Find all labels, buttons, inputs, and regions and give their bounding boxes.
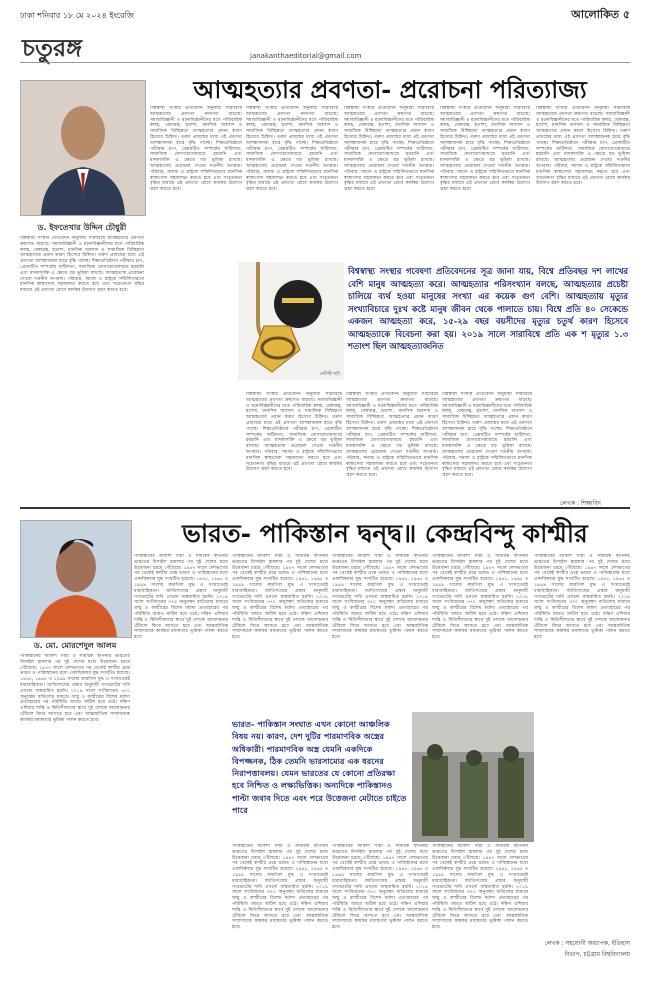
- page-number: আলোকিত ৫: [571, 8, 630, 21]
- paper-name: আলোকিত: [571, 8, 620, 21]
- editorial-email: janakanthaeditorial@gmail.com: [250, 52, 362, 60]
- author-portrait-icon: [21, 521, 131, 637]
- article2-body-col5: পাকিস্তানের আকাশ সীমা ও সামরিক স্থাপনায় ভারতের মিসাইল হামলার পর দুই দেশের মধ্যে উত্তেজনা চরমে পৌঁছেছে। ১৯৪৭ সালে দেশভাগের পর থেকেই কাশ্মীর প্রশ্নে ভারত ও পাকিস্তানের মধ্যে একাধিকবার যুদ্ধ সংঘটিত হয়েছে। ১৯৪৮, ১৯৬৫ ও ১৯৯৯ সালের কারগিল যুদ্ধ এ সংঘাতেরই ধারাবাহিকতা। জাতিসংঘের প্রস্তাব অনুযায়ী গণভোটের দাবি এখনো বাস্তবায়িত হয়নি। ২০১৯ সালে সংবিধানের ৩৭০ অনুচ্ছেদ বাতিলের মাধ্যমে জম্মু ও কাশ্মীরের বিশেষ মর্যাদা প্রত্যাহারের পর পরিস্থিতি আরও জটিল হয়ে ওঠে। দক্ষিণ এশিয়ার শান্তি ও স্থিতিশীলতার স্বার্থে দুই দেশকে আলোচনার টেবিলে ফিরে আসতে হবে এবং আন্তর্জাতিক সম্প্রদায়কে কার্যকর মধ্যস্থতার ভূমিকা পালন করতে হবে।: [432, 554, 528, 641]
- article2-photo: [412, 712, 534, 842]
- article1-pull-quote: বিশ্বস্বাস্থ্য সংস্থার গবেষণা প্রতিবেদনের সূত্র জানা যায়, বিশ্বে প্রতিবছর দশ লাখের বেশি মানুষ আত্মহত্যা করে। আত্মহত্যার পরিসংখ্যান বলছে, আত্মহত্যার প্রচেষ্টা চালিয়ে ব্যর্থ হওয়া মানুষের সংখ্যা এর কয়েক গুণ বেশি। আত্মহত্যায় মৃত্যুর সংখ্যাবিচারে দুঃখ কষ্টে মানুষ জীবন থেকে পালাতে চায়। বিশ্বে প্রতি ৪০ সেকেন্ডে একজন আত্মহত্যা করে, ১৫-২৯ বছর বয়সীদের মৃত্যুর চতুর্থ কারণ হিসেবে আত্মহত্যাকে বিবেচনা করা হয়। ২০১৯ সালে সারাবিশ্বে প্রতি এক শ মৃত্যুর ১.৩ শতাংশ ছিল আত্মহত্যাজনিত: [348, 266, 628, 351]
- article2-pull-quote: ভারত- পাকিস্তান সংঘাত এখন কোনো আঞ্চলিক বিষয় নয়। কারণ, দেশ দুটির পারমাণবিক অস্ত্রের অধিকারী। পারমাণবিক অস্ত্র যেমনি একদিকে বিপজ্জনক, ঠিক তেমনি ভারসাম্যের এক ধরনের নিরাপত্তাবলয়। যেমন ভারতের যে কোনো প্রতিরক্ষা হবে নিশ্চিত ও লক্ষ্যভিত্তিক। অন্যদিকে পাকিস্তানও পাল্টা জবাব দিতে এবং পরে উত্তেজনা মেটাতে চাইতে পারে: [232, 719, 407, 816]
- article-separator: [20, 507, 630, 509]
- article1-body-col4: বিশ্বস্বাস্থ্য সংস্থার প্রতিবেদন অনুযায়ী সারাবিশ্বে আত্মহত্যার প্রবণতা ক্রমাগত বাড়ছে। সমাজবিজ্ঞানী ও মনোবিজ্ঞানীদের মতে পারিবারিক কলহ, বেকারত্ব, হতাশা, মানসিক অবসাদ ও সামাজিক বিচ্ছিন্নতা আত্মহত্যার প্রধান কারণ হিসেবে চিহ্নিত। তরুণ প্রজন্মের মধ্যে এই প্রবণতা আশঙ্কাজনক হারে বৃদ্ধি পাচ্ছে। শিক্ষাপ্রতিষ্ঠানে পরীক্ষার চাপ, প্রেমঘটিত সম্পর্কের জটিলতা, সামাজিক যোগাযোগমাধ্যমে হয়রানি এবং মাদকাসক্তি এ ক্ষেত্রে বড় ভূমিকা রাখছে। আত্মহত্যায় প্ররোচনা দেওয়া দণ্ডনীয় অপরাধ। পরিবার, সমাজ ও রাষ্ট্রকে সম্মিলিতভাবে মানসিক স্বাস্থ্যসেবা সহজলভ্য করতে হবে এবং সচেতনতা বৃদ্ধির মাধ্যমে এই প্রবণতা রোধে কার্যকর উদ্যোগ গ্রহণ করতে হবে।: [344, 106, 434, 193]
- author-portrait-icon: [21, 81, 145, 215]
- article2-body-col3: পাকিস্তানের আকাশ সীমা ও সামরিক স্থাপনায় ভারতের মিসাইল হামলার পর দুই দেশের মধ্যে উত্তেজনা চরমে পৌঁছেছে। ১৯৪৭ সালে দেশভাগের পর থেকেই কাশ্মীর প্রশ্নে ভারত ও পাকিস্তানের মধ্যে একাধিকবার যুদ্ধ সংঘটিত হয়েছে। ১৯৪৮, ১৯৬৫ ও ১৯৯৯ সালের কারগিল যুদ্ধ এ সংঘাতেরই ধারাবাহিকতা। জাতিসংঘের প্রস্তাব অনুযায়ী গণভোটের দাবি এখনো বাস্তবায়িত হয়নি। ২০১৯ সালে সংবিধানের ৩৭০ অনুচ্ছেদ বাতিলের মাধ্যমে জম্মু ও কাশ্মীরের বিশেষ মর্যাদা প্রত্যাহারের পর পরিস্থিতি আরও জটিল হয়ে ওঠে। দক্ষিণ এশিয়ার শান্তি ও স্থিতিশীলতার স্বার্থে দুই দেশকে আলোচনার টেবিলে ফিরে আসতে হবে এবং আন্তর্জাতিক সম্প্রদায়কে কার্যকর মধ্যস্থতার ভূমিকা পালন করতে হবে।: [232, 554, 328, 641]
- soldiers-photo-icon: [412, 712, 534, 842]
- article2-body-col9: পাকিস্তানের আকাশ সীমা ও সামরিক স্থাপনায় ভারতের মিসাইল হামলার পর দুই দেশের মধ্যে উত্তেজনা চরমে পৌঁছেছে। ১৯৪৭ সালে দেশভাগের পর থেকেই কাশ্মীর প্রশ্নে ভারত ও পাকিস্তানের মধ্যে একাধিকবার যুদ্ধ সংঘটিত হয়েছে। ১৯৪৮, ১৯৬৫ ও ১৯৯৯ সালের কারগিল যুদ্ধ এ সংঘাতেরই ধারাবাহিকতা। জাতিসংঘের প্রস্তাব অনুযায়ী গণভোটের দাবি এখনো বাস্তবায়িত হয়নি। ২০১৯ সালে সংবিধানের ৩৭০ অনুচ্ছেদ বাতিলের মাধ্যমে জম্মু ও কাশ্মীরের বিশেষ মর্যাদা প্রত্যাহারের পর পরিস্থিতি আরও জটিল হয়ে ওঠে। দক্ষিণ এশিয়ার শান্তি ও স্থিতিশীলতার স্বার্থে দুই দেশকে আলোচনার টেবিলে ফিরে আসতে হবে এবং আন্তর্জাতিক সম্প্রদায়কে কার্যকর মধ্যস্থতার ভূমিকা পালন করতে হবে।: [432, 844, 528, 931]
- article1-body-text: বিশ্বস্বাস্থ্য সংস্থার প্রতিবেদন অনুযায়ী সারাবিশ্বে আত্মহত্যার প্রবণতা ক্রমাগত বাড়ছে। সমাজবিজ্ঞানী ও মনোবিজ্ঞানীদের মতে পারিবারিক কলহ, বেকারত্ব, হতাশা, মানসিক অবসাদ ও সামাজিক বিচ্ছিন্নতা আত্মহত্যার প্রধান কারণ হিসেবে চিহ্নিত। তরুণ প্রজন্মের মধ্যে এই প্রবণতা আশঙ্কাজনক হারে বৃদ্ধি পাচ্ছে। শিক্ষাপ্রতিষ্ঠানে পরীক্ষার চাপ, প্রেমঘটিত সম্পর্কের জটিলতা, সামাজিক যোগাযোগমাধ্যমে হয়রানি এবং মাদকাসক্তি এ ক্ষেত্রে বড় ভূমিকা রাখছে। আত্মহত্যায় প্ররোচনা দেওয়া দণ্ডনীয় অপরাধ। পরিবার, সমাজ ও রাষ্ট্রকে সম্মিলিতভাবে মানসিক স্বাস্থ্যসেবা সহজলভ্য করতে হবে এবং সচেতনতা বৃদ্ধির মাধ্যমে এই প্রবণতা রোধে কার্যকর উদ্যোগ গ্রহণ করতে হবে।: [20, 236, 144, 294]
- header-rule: [20, 62, 630, 63]
- article2-body-col4: পাকিস্তানের আকাশ সীমা ও সামরিক স্থাপনায় ভারতের মিসাইল হামলার পর দুই দেশের মধ্যে উত্তেজনা চরমে পৌঁছেছে। ১৯৪৭ সালে দেশভাগের পর থেকেই কাশ্মীর প্রশ্নে ভারত ও পাকিস্তানের মধ্যে একাধিকবার যুদ্ধ সংঘটিত হয়েছে। ১৯৪৮, ১৯৬৫ ও ১৯৯৯ সালের কারগিল যুদ্ধ এ সংঘাতেরই ধারাবাহিকতা। জাতিসংঘের প্রস্তাব অনুযায়ী গণভোটের দাবি এখনো বাস্তবায়িত হয়নি। ২০১৯ সালে সংবিধানের ৩৭০ অনুচ্ছেদ বাতিলের মাধ্যমে জম্মু ও কাশ্মীরের বিশেষ মর্যাদা প্রত্যাহারের পর পরিস্থিতি আরও জটিল হয়ে ওঠে। দক্ষিণ এশিয়ার শান্তি ও স্থিতিশীলতার স্বার্থে দুই দেশকে আলোচনার টেবিলে ফিরে আসতে হবে এবং আন্তর্জাতিক সম্প্রদায়কে কার্যকর মধ্যস্থতার ভূমিকা পালন করতে হবে।: [332, 554, 428, 641]
- article2-body-col8: পাকিস্তানের আকাশ সীমা ও সামরিক স্থাপনায় ভারতের মিসাইল হামলার পর দুই দেশের মধ্যে উত্তেজনা চরমে পৌঁছেছে। ১৯৪৭ সালে দেশভাগের পর থেকেই কাশ্মীর প্রশ্নে ভারত ও পাকিস্তানের মধ্যে একাধিকবার যুদ্ধ সংঘটিত হয়েছে। ১৯৪৮, ১৯৬৫ ও ১৯৯৯ সালের কারগিল যুদ্ধ এ সংঘাতেরই ধারাবাহিকতা। জাতিসংঘের প্রস্তাব অনুযায়ী গণভোটের দাবি এখনো বাস্তবায়িত হয়নি। ২০১৯ সালে সংবিধানের ৩৭০ অনুচ্ছেদ বাতিলের মাধ্যমে জম্মু ও কাশ্মীরের বিশেষ মর্যাদা প্রত্যাহারের পর পরিস্থিতি আরও জটিল হয়ে ওঠে। দক্ষিণ এশিয়ার শান্তি ও স্থিতিশীলতার স্বার্থে দুই দেশকে আলোচনার টেবিলে ফিরে আসতে হবে এবং আন্তর্জাতিক সম্প্রদায়কে কার্যকর মধ্যস্থতার ভূমিকা পালন করতে হবে।: [332, 844, 428, 931]
- article2-body-col2: পাকিস্তানের আকাশ সীমা ও সামরিক স্থাপনায় ভারতের মিসাইল হামলার পর দুই দেশের মধ্যে উত্তেজনা চরমে পৌঁছেছে। ১৯৪৭ সালে দেশভাগের পর থেকেই কাশ্মীর প্রশ্নে ভারত ও পাকিস্তানের মধ্যে একাধিকবার যুদ্ধ সংঘটিত হয়েছে। ১৯৪৮, ১৯৬৫ ও ১৯৯৯ সালের কারগিল যুদ্ধ এ সংঘাতেরই ধারাবাহিকতা। জাতিসংঘের প্রস্তাব অনুযায়ী গণভোটের দাবি এখনো বাস্তবায়িত হয়নি। ২০১৯ সালে সংবিধানের ৩৭০ অনুচ্ছেদ বাতিলের মাধ্যমে জম্মু ও কাশ্মীরের বিশেষ মর্যাদা প্রত্যাহারের পর পরিস্থিতি আরও জটিল হয়ে ওঠে। দক্ষিণ এশিয়ার শান্তি ও স্থিতিশীলতার স্বার্থে দুই দেশকে আলোচনার টেবিলে ফিরে আসতে হবে এবং আন্তর্জাতিক সম্প্রদায়কে কার্যকর মধ্যস্থতার ভূমিকা পালন করতে হবে।: [134, 554, 228, 641]
- article1-body-col3: বিশ্বস্বাস্থ্য সংস্থার প্রতিবেদন অনুযায়ী সারাবিশ্বে আত্মহত্যার প্রবণতা ক্রমাগত বাড়ছে। সমাজবিজ্ঞানী ও মনোবিজ্ঞানীদের মতে পারিবারিক কলহ, বেকারত্ব, হতাশা, মানসিক অবসাদ ও সামাজিক বিচ্ছিন্নতা আত্মহত্যার প্রধান কারণ হিসেবে চিহ্নিত। তরুণ প্রজন্মের মধ্যে এই প্রবণতা আশঙ্কাজনক হারে বৃদ্ধি পাচ্ছে। শিক্ষাপ্রতিষ্ঠানে পরীক্ষার চাপ, প্রেমঘটিত সম্পর্কের জটিলতা, সামাজিক যোগাযোগমাধ্যমে হয়রানি এবং মাদকাসক্তি এ ক্ষেত্রে বড় ভূমিকা রাখছে। আত্মহত্যায় প্ররোচনা দেওয়া দণ্ডনীয় অপরাধ। পরিবার, সমাজ ও রাষ্ট্রকে সম্মিলিতভাবে মানসিক স্বাস্থ্যসেবা সহজলভ্য করতে হবে এবং সচেতনতা বৃদ্ধির মাধ্যমে এই প্রবণতা রোধে কার্যকর উদ্যোগ গ্রহণ করতে হবে।: [246, 106, 338, 193]
- author-name-2: ড. মো. মোরশেদুল আলম: [33, 641, 117, 650]
- illustration-caption: প্রতীকী ছবি: [319, 372, 340, 377]
- article1-writer-note: লেখক : শিক্ষাবিদ: [560, 500, 601, 507]
- article2-writer-note: লেখক : সহযোগী অধ্যাপক, ইতিহাস বিভাগ, চট্টগ্রাম বিশ্ববিদ্যালয়: [544, 940, 630, 958]
- article1-body-col6: বিশ্বস্বাস্থ্য সংস্থার প্রতিবেদন অনুযায়ী সারাবিশ্বে আত্মহত্যার প্রবণতা ক্রমাগত বাড়ছে। সমাজবিজ্ঞানী ও মনোবিজ্ঞানীদের মতে পারিবারিক কলহ, বেকারত্ব, হতাশা, মানসিক অবসাদ ও সামাজিক বিচ্ছিন্নতা আত্মহত্যার প্রধান কারণ হিসেবে চিহ্নিত। তরুণ প্রজন্মের মধ্যে এই প্রবণতা আশঙ্কাজনক হারে বৃদ্ধি পাচ্ছে। শিক্ষাপ্রতিষ্ঠানে পরীক্ষার চাপ, প্রেমঘটিত সম্পর্কের জটিলতা, সামাজিক যোগাযোগমাধ্যমে হয়রানি এবং মাদকাসক্তি এ ক্ষেত্রে বড় ভূমিকা রাখছে। আত্মহত্যায় প্ররোচনা দেওয়া দণ্ডনীয় অপরাধ। পরিবার, সমাজ ও রাষ্ট্রকে সম্মিলিতভাবে মানসিক স্বাস্থ্যসেবা সহজলভ্য করতে হবে এবং সচেতনতা বৃদ্ধির মাধ্যমে এই প্রবণতা রোধে কার্যকর উদ্যোগ গ্রহণ করতে হবে।: [536, 106, 630, 187]
- section-logo: চতুরঙ্গ: [22, 33, 83, 62]
- author-name-1: ড. ইফতেখার উদ্দিন চৌধুরী: [37, 223, 127, 232]
- article2-title: ভারত- পাকিস্তান দ্বন্দ্ব॥ কেন্দ্রবিন্দু কাশ্মীর: [182, 519, 588, 548]
- article1-title: আত্মহত্যার প্রবণতা- প্ররোচনা পরিত্যাজ্য: [193, 75, 587, 104]
- article2-body-col1: [20, 654, 130, 978]
- page-header: [20, 6, 630, 24]
- article2-body-col7: পাকিস্তানের আকাশ সীমা ও সামরিক স্থাপনায় ভারতের মিসাইল হামলার পর দুই দেশের মধ্যে উত্তেজনা চরমে পৌঁছেছে। ১৯৪৭ সালে দেশভাগের পর থেকেই কাশ্মীর প্রশ্নে ভারত ও পাকিস্তানের মধ্যে একাধিকবার যুদ্ধ সংঘটিত হয়েছে। ১৯৪৮, ১৯৬৫ ও ১৯৯৯ সালের কারগিল যুদ্ধ এ সংঘাতেরই ধারাবাহিকতা। জাতিসংঘের প্রস্তাব অনুযায়ী গণভোটের দাবি এখনো বাস্তবায়িত হয়নি। ২০১৯ সালে সংবিধানের ৩৭০ অনুচ্ছেদ বাতিলের মাধ্যমে জম্মু ও কাশ্মীরের বিশেষ মর্যাদা প্রত্যাহারের পর পরিস্থিতি আরও জটিল হয়ে ওঠে। দক্ষিণ এশিয়ার শান্তি ও স্থিতিশীলতার স্বার্থে দুই দেশকে আলোচনার টেবিলে ফিরে আসতে হবে এবং আন্তর্জাতিক সম্প্রদায়কে কার্যকর মধ্যস্থতার ভূমিকা পালন করতে হবে।: [232, 844, 328, 931]
- article1-body-col7: বিশ্বস্বাস্থ্য সংস্থার প্রতিবেদন অনুযায়ী সারাবিশ্বে আত্মহত্যার প্রবণতা ক্রমাগত বাড়ছে। সমাজবিজ্ঞানী ও মনোবিজ্ঞানীদের মতে পারিবারিক কলহ, বেকারত্ব, হতাশা, মানসিক অবসাদ ও সামাজিক বিচ্ছিন্নতা আত্মহত্যার প্রধান কারণ হিসেবে চিহ্নিত। তরুণ প্রজন্মের মধ্যে এই প্রবণতা আশঙ্কাজনক হারে বৃদ্ধি পাচ্ছে। শিক্ষাপ্রতিষ্ঠানে পরীক্ষার চাপ, প্রেমঘটিত সম্পর্কের জটিলতা, সামাজিক যোগাযোগমাধ্যমে হয়রানি এবং মাদকাসক্তি এ ক্ষেত্রে বড় ভূমিকা রাখছে। আত্মহত্যায় প্ররোচনা দেওয়া দণ্ডনীয় অপরাধ। পরিবার, সমাজ ও রাষ্ট্রকে সম্মিলিতভাবে মানসিক স্বাস্থ্যসেবা সহজলভ্য করতে হবে এবং সচেতনতা বৃদ্ধির মাধ্যমে এই প্রবণতা রোধে কার্যকর উদ্যোগ গ্রহণ করতে হবে।: [246, 392, 342, 473]
- article2-body-text: পাকিস্তানের আকাশ সীমা ও সামরিক স্থাপনায় ভারতের মিসাইল হামলার পর দুই দেশের মধ্যে উত্তেজনা চরমে পৌঁছেছে। ১৯৪৭ সালে দেশভাগের পর থেকেই কাশ্মীর প্রশ্নে ভারত ও পাকিস্তানের মধ্যে একাধিকবার যুদ্ধ সংঘটিত হয়েছে। ১৯৪৮, ১৯৬৫ ও ১৯৯৯ সালের কারগিল যুদ্ধ এ সংঘাতেরই ধারাবাহিকতা। জাতিসংঘের প্রস্তাব অনুযায়ী গণভোটের দাবি এখনো বাস্তবায়িত হয়নি। ২০১৯ সালে সংবিধানের ৩৭০ অনুচ্ছেদ বাতিলের মাধ্যমে জম্মু ও কাশ্মীরের বিশেষ মর্যাদা প্রত্যাহারের পর পরিস্থিতি আরও জটিল হয়ে ওঠে। দক্ষিণ এশিয়ার শান্তি ও স্থিতিশীলতার স্বার্থে দুই দেশকে আলোচনার টেবিলে ফিরে আসতে হবে এবং আন্তর্জাতিক সম্প্রদায়কে কার্যকর মধ্যস্থতার ভূমিকা পালন করতে হবে।: [20, 654, 130, 723]
- article1-illustration: [238, 262, 344, 380]
- article1-body-col2: বিশ্বস্বাস্থ্য সংস্থার প্রতিবেদন অনুযায়ী সারাবিশ্বে আত্মহত্যার প্রবণতা ক্রমাগত বাড়ছে। সমাজবিজ্ঞানী ও মনোবিজ্ঞানীদের মতে পারিবারিক কলহ, বেকারত্ব, হতাশা, মানসিক অবসাদ ও সামাজিক বিচ্ছিন্নতা আত্মহত্যার প্রধান কারণ হিসেবে চিহ্নিত। তরুণ প্রজন্মের মধ্যে এই প্রবণতা আশঙ্কাজনক হারে বৃদ্ধি পাচ্ছে। শিক্ষাপ্রতিষ্ঠানে পরীক্ষার চাপ, প্রেমঘটিত সম্পর্কের জটিলতা, সামাজিক যোগাযোগমাধ্যমে হয়রানি এবং মাদকাসক্তি এ ক্ষেত্রে বড় ভূমিকা রাখছে। আত্মহত্যায় প্ররোচনা দেওয়া দণ্ডনীয় অপরাধ। পরিবার, সমাজ ও রাষ্ট্রকে সম্মিলিতভাবে মানসিক স্বাস্থ্যসেবা সহজলভ্য করতে হবে এবং সচেতনতা বৃদ্ধির মাধ্যমে এই প্রবণতা রোধে কার্যকর উদ্যোগ গ্রহণ করতে হবে।: [150, 106, 242, 193]
- article1-body-col9: বিশ্বস্বাস্থ্য সংস্থার প্রতিবেদন অনুযায়ী সারাবিশ্বে আত্মহত্যার প্রবণতা ক্রমাগত বাড়ছে। সমাজবিজ্ঞানী ও মনোবিজ্ঞানীদের মতে পারিবারিক কলহ, বেকারত্ব, হতাশা, মানসিক অবসাদ ও সামাজিক বিচ্ছিন্নতা আত্মহত্যার প্রধান কারণ হিসেবে চিহ্নিত। তরুণ প্রজন্মের মধ্যে এই প্রবণতা আশঙ্কাজনক হারে বৃদ্ধি পাচ্ছে। শিক্ষাপ্রতিষ্ঠানে পরীক্ষার চাপ, প্রেমঘটিত সম্পর্কের জটিলতা, সামাজিক যোগাযোগমাধ্যমে হয়রানি এবং মাদকাসক্তি এ ক্ষেত্রে বড় ভূমিকা রাখছে। আত্মহত্যায় প্ররোচনা দেওয়া দণ্ডনীয় অপরাধ। পরিবার, সমাজ ও রাষ্ট্রকে সম্মিলিতভাবে মানসিক স্বাস্থ্যসেবা সহজলভ্য করতে হবে এবং সচেতনতা বৃদ্ধির মাধ্যমে এই প্রবণতা রোধে কার্যকর উদ্যোগ গ্রহণ করতে হবে।: [442, 392, 532, 479]
- noose-illustration-icon: [238, 262, 344, 380]
- author-photo-1: [20, 80, 146, 216]
- article1-body-col1: [20, 236, 144, 506]
- article2-body-col6: পাকিস্তানের আকাশ সীমা ও সামরিক স্থাপনায় ভারতের মিসাইল হামলার পর দুই দেশের মধ্যে উত্তেজনা চরমে পৌঁছেছে। ১৯৪৭ সালে দেশভাগের পর থেকেই কাশ্মীর প্রশ্নে ভারত ও পাকিস্তানের মধ্যে একাধিকবার যুদ্ধ সংঘটিত হয়েছে। ১৯৪৮, ১৯৬৫ ও ১৯৯৯ সালের কারগিল যুদ্ধ এ সংঘাতেরই ধারাবাহিকতা। জাতিসংঘের প্রস্তাব অনুযায়ী গণভোটের দাবি এখনো বাস্তবায়িত হয়নি। ২০১৯ সালে সংবিধানের ৩৭০ অনুচ্ছেদ বাতিলের মাধ্যমে জম্মু ও কাশ্মীরের বিশেষ মর্যাদা প্রত্যাহারের পর পরিস্থিতি আরও জটিল হয়ে ওঠে। দক্ষিণ এশিয়ার শান্তি ও স্থিতিশীলতার স্বার্থে দুই দেশকে আলোচনার টেবিলে ফিরে আসতে হবে এবং আন্তর্জাতিক সম্প্রদায়কে কার্যকর মধ্যস্থতার ভূমিকা পালন করতে হবে।: [534, 554, 630, 641]
- article1-body-col8: বিশ্বস্বাস্থ্য সংস্থার প্রতিবেদন অনুযায়ী সারাবিশ্বে আত্মহত্যার প্রবণতা ক্রমাগত বাড়ছে। সমাজবিজ্ঞানী ও মনোবিজ্ঞানীদের মতে পারিবারিক কলহ, বেকারত্ব, হতাশা, মানসিক অবসাদ ও সামাজিক বিচ্ছিন্নতা আত্মহত্যার প্রধান কারণ হিসেবে চিহ্নিত। তরুণ প্রজন্মের মধ্যে এই প্রবণতা আশঙ্কাজনক হারে বৃদ্ধি পাচ্ছে। শিক্ষাপ্রতিষ্ঠানে পরীক্ষার চাপ, প্রেমঘটিত সম্পর্কের জটিলতা, সামাজিক যোগাযোগমাধ্যমে হয়রানি এবং মাদকাসক্তি এ ক্ষেত্রে বড় ভূমিকা রাখছে। আত্মহত্যায় প্ররোচনা দেওয়া দণ্ডনীয় অপরাধ। পরিবার, সমাজ ও রাষ্ট্রকে সম্মিলিতভাবে মানসিক স্বাস্থ্যসেবা সহজলভ্য করতে হবে এবং সচেতনতা বৃদ্ধির মাধ্যমে এই প্রবণতা রোধে কার্যকর উদ্যোগ গ্রহণ করতে হবে।: [346, 392, 438, 479]
- author-photo-2: [20, 520, 132, 638]
- article1-body-col5: বিশ্বস্বাস্থ্য সংস্থার প্রতিবেদন অনুযায়ী সারাবিশ্বে আত্মহত্যার প্রবণতা ক্রমাগত বাড়ছে। সমাজবিজ্ঞানী ও মনোবিজ্ঞানীদের মতে পারিবারিক কলহ, বেকারত্ব, হতাশা, মানসিক অবসাদ ও সামাজিক বিচ্ছিন্নতা আত্মহত্যার প্রধান কারণ হিসেবে চিহ্নিত। তরুণ প্রজন্মের মধ্যে এই প্রবণতা আশঙ্কাজনক হারে বৃদ্ধি পাচ্ছে। শিক্ষাপ্রতিষ্ঠানে পরীক্ষার চাপ, প্রেমঘটিত সম্পর্কের জটিলতা, সামাজিক যোগাযোগমাধ্যমে হয়রানি এবং মাদকাসক্তি এ ক্ষেত্রে বড় ভূমিকা রাখছে। আত্মহত্যায় প্ররোচনা দেওয়া দণ্ডনীয় অপরাধ। পরিবার, সমাজ ও রাষ্ট্রকে সম্মিলিতভাবে মানসিক স্বাস্থ্যসেবা সহজলভ্য করতে হবে এবং সচেতনতা বৃদ্ধির মাধ্যমে এই প্রবণতা রোধে কার্যকর উদ্যোগ গ্রহণ করতে হবে।: [440, 106, 530, 193]
- date-line: ঢাকা শনিবার ১৮ মে ২০২৪ ইংরেজি: [20, 11, 134, 20]
